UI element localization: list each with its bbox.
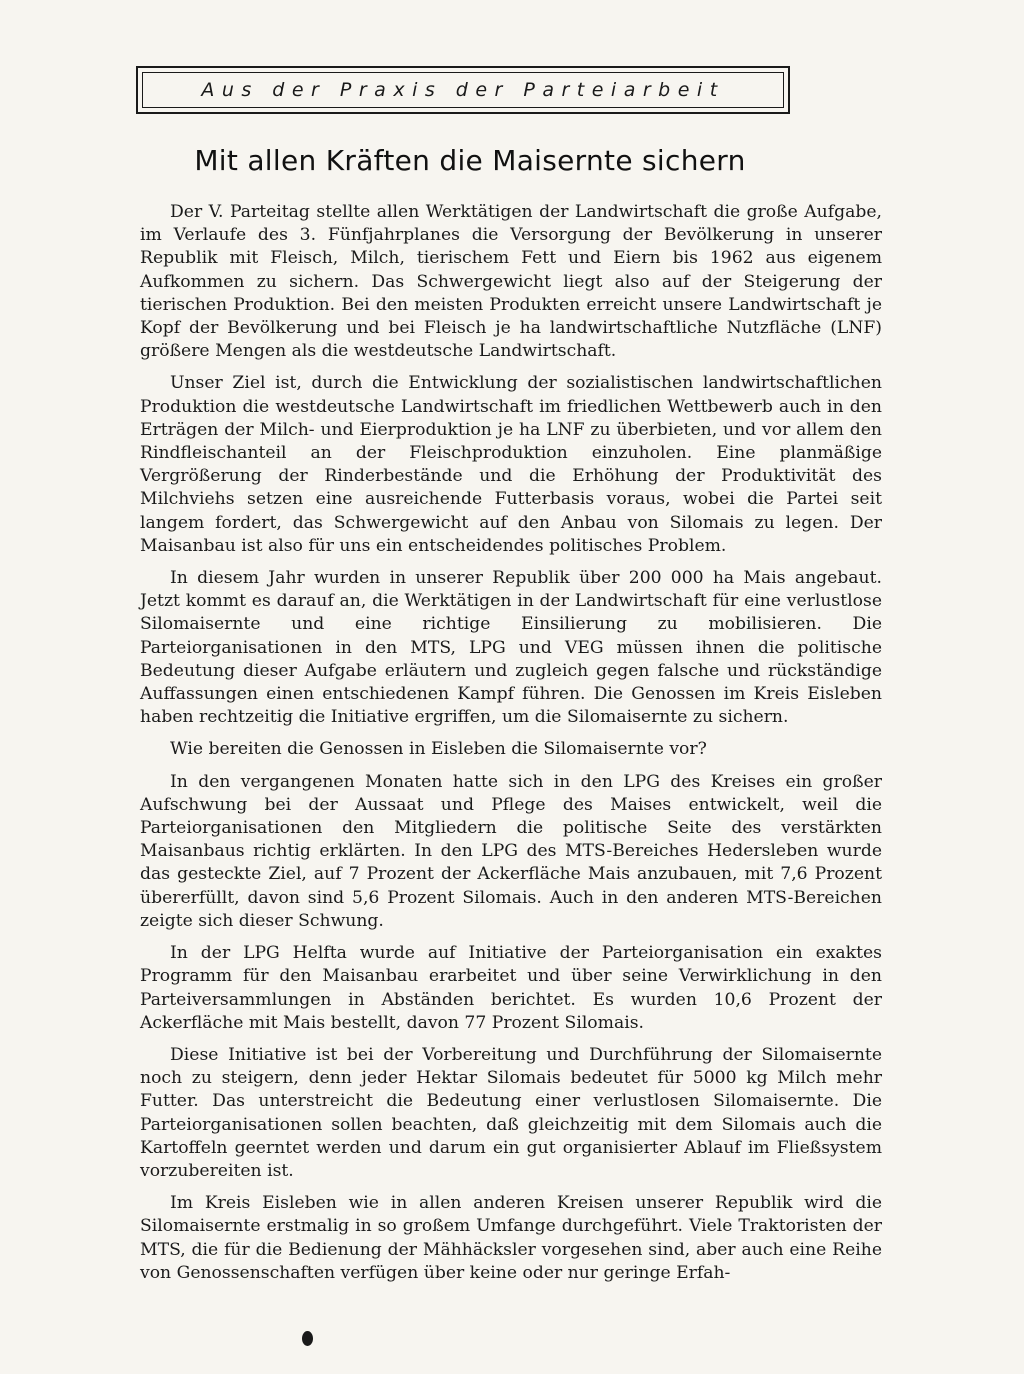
paragraph: In diesem Jahr wurden in unserer Republik über 200 000 ha Mais angebaut. Jetzt kommt es darauf an, die Werktätigen in der Landwirtschaft für eine verlustlose Silomaisernte und eine richtige Einsilierung zu mobilisieren. Die Parteiorganisationen in den MTS, LPG und VEG müssen ihnen die politische Bedeutung dieser Aufgabe erläutern und zugleich gegen falsche und rückständige Auffassungen einen entschiedenen Kampf führen. Die Genossen im Kreis Eisleben haben rechtzeitig die Initiative ergriffen, um die Silomaisernte zu sichern. — [140, 568, 882, 728]
page-ink-mark — [302, 1331, 313, 1346]
paragraph: In der LPG Helfta wurde auf Initiative der Parteiorganisation ein exaktes Programm für den Maisanbau erarbeitet und über seine Verwirklichung in den Parteiversammlungen in Abständen berichtet. Es wurden 10,6 Prozent der Ackerfläche mit Mais bestellt, davon 77 Prozent Silomais. — [140, 943, 882, 1033]
paragraph: Diese Initiative ist bei der Vorbereitung und Durchführung der Silomaisernte noch zu steigern, denn jeder Hektar Silomais bedeutet für 5000 kg Milch mehr Futter. Das unterstreicht die Bedeutung einer verlustlosen Silomaisernte. Die Parteiorganisationen sollen beachten, daß gleichzeitig mit dem Silomais auch die Kartoffeln geerntet werden und darum ein gut organisierter Ablauf im Fließsystem vorzubereiten ist. — [140, 1044, 882, 1181]
article-title: Mit allen Kräften die Maisernte sichern — [194, 144, 746, 177]
paragraph: Der V. Parteitag stellte allen Werktätigen der Landwirtschaft die große Aufgabe, im Verlaufe des 3. Fünfjahrplanes die Versorgung der Bevölkerung in unserer Republik mit Fleisch, Milch, tierischem Fett und Eiern bis 1962 aus eigenem Aufkommen zu sichern. Das Schwergewicht liegt also auf der Steigerung der tierischen Produktion. Bei den meisten Produkten erreicht unsere Landwirtschaft je Kopf der Bevölkerung und bei Fleisch je ha landwirtschaftliche Nutzfläche (LNF) größere Mengen als die westdeutsche Landwirtschaft. — [140, 202, 882, 362]
section-header-label: Aus der Praxis der Parteiarbeit — [201, 79, 725, 101]
article-body — [140, 201, 882, 1285]
paragraph: In den vergangenen Monaten hatte sich in den LPG des Kreises ein großer Aufschwung bei der Aussaat und Pflege des Maises entwickelt, weil die Parteiorganisationen den Mitgliedern die politische Seite des verstärkten Maisanbaus richtig erklärten. In den LPG des MTS-Bereiches Hedersleben wurde das gesteckte Ziel, auf 7 Prozent der Ackerfläche Mais anzubauen, mit 7,6 Prozent übererfüllt, davon sind 5,6 Prozent Silomais. Auch in den anderen MTS-Bereichen zeigte sich dieser Schwung. — [140, 771, 882, 931]
paragraph: Im Kreis Eisleben wie in allen anderen Kreisen unserer Republik wird die Silomaisernte erstmalig in so großem Umfange durchgeführt. Viele Traktoristen der MTS, die für die Bedienung der Mähhäcksler vorgesehen sind, aber auch eine Reihe von Genossenschaften verfügen über keine oder nur geringe Erfah- — [140, 1193, 882, 1283]
section-header-frame — [136, 66, 790, 114]
paragraph-question: Wie bereiten die Genossen in Eisleben die Silomaisernte vor? — [170, 739, 707, 760]
section-header-inner-frame — [142, 72, 784, 108]
paragraph: Unser Ziel ist, durch die Entwicklung der sozialistischen landwirtschaftlichen Produktion die westdeutsche Landwirtschaft im friedlichen Wettbewerb auch in den Erträgen der Milch- und Eierproduktion je ha LNF zu überbieten, und vor allem den Rindfleischanteil an der Fleischproduktion einzuholen. Eine planmäßige Vergrößerung der Rinderbestände und die Erhöhung der Produktivität des Milchviehs setzen eine ausreichende Futterbasis voraus, wobei die Partei seit langem fordert, das Schwergewicht auf den Anbau von Silomais zu legen. Der Maisanbau ist also für uns ein entscheidendes politisches Problem. — [140, 373, 882, 556]
